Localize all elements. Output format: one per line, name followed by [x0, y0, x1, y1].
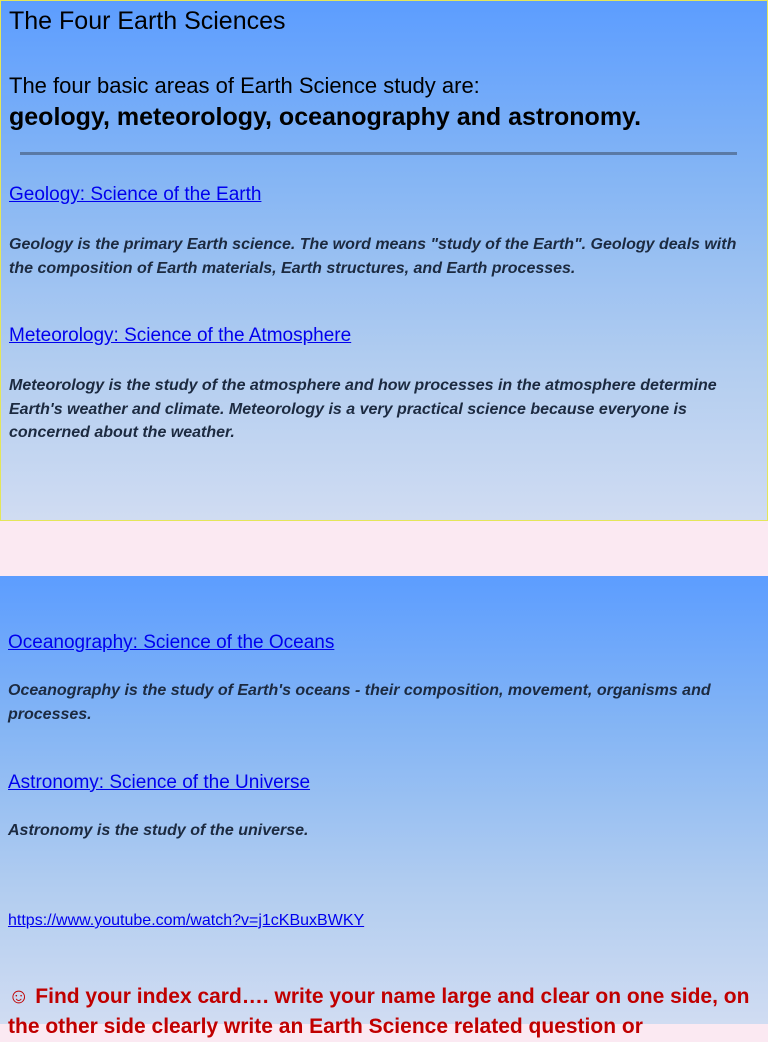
- astronomy-link[interactable]: Astronomy: Science of the Universe: [8, 772, 311, 793]
- youtube-link[interactable]: https://www.youtube.com/watch?v=j1cKBuxBWKY: [8, 912, 365, 929]
- areas-list: geology, meteorology, oceanography and astronomy.: [9, 103, 642, 131]
- meteorology-link[interactable]: Meteorology: Science of the Atmosphere: [9, 325, 352, 346]
- meteorology-description: Meteorology is the study of the atmosphere and how processes in the atmosphere determine Earth's weather and climate. Meteorology is a very practical science because everyone is concerned about the weather.: [9, 377, 717, 441]
- slide-2: [0, 576, 768, 1038]
- divider: [20, 152, 737, 155]
- task-instructions: ☺ Find your index card…. write your name large and clear on one side, on the other side clearly write an Earth Science related question or: [8, 985, 750, 1038]
- geology-description: Geology is the primary Earth science. The word means "study of the Earth". Geology deals with the composition of Earth materials, Earth structures, and Earth processes.: [9, 236, 737, 277]
- astronomy-description: Astronomy is the study of the universe.: [8, 822, 309, 839]
- slide-title: The Four Earth Sciences: [9, 7, 286, 35]
- oceanography-link[interactable]: Oceanography: Science of the Oceans: [8, 632, 335, 653]
- oceanography-description: Oceanography is the study of Earth's oceans - their composition, movement, organisms and processes.: [8, 682, 711, 723]
- intro-text: The four basic areas of Earth Science study are:: [9, 73, 480, 98]
- geology-link[interactable]: Geology: Science of the Earth: [9, 184, 262, 205]
